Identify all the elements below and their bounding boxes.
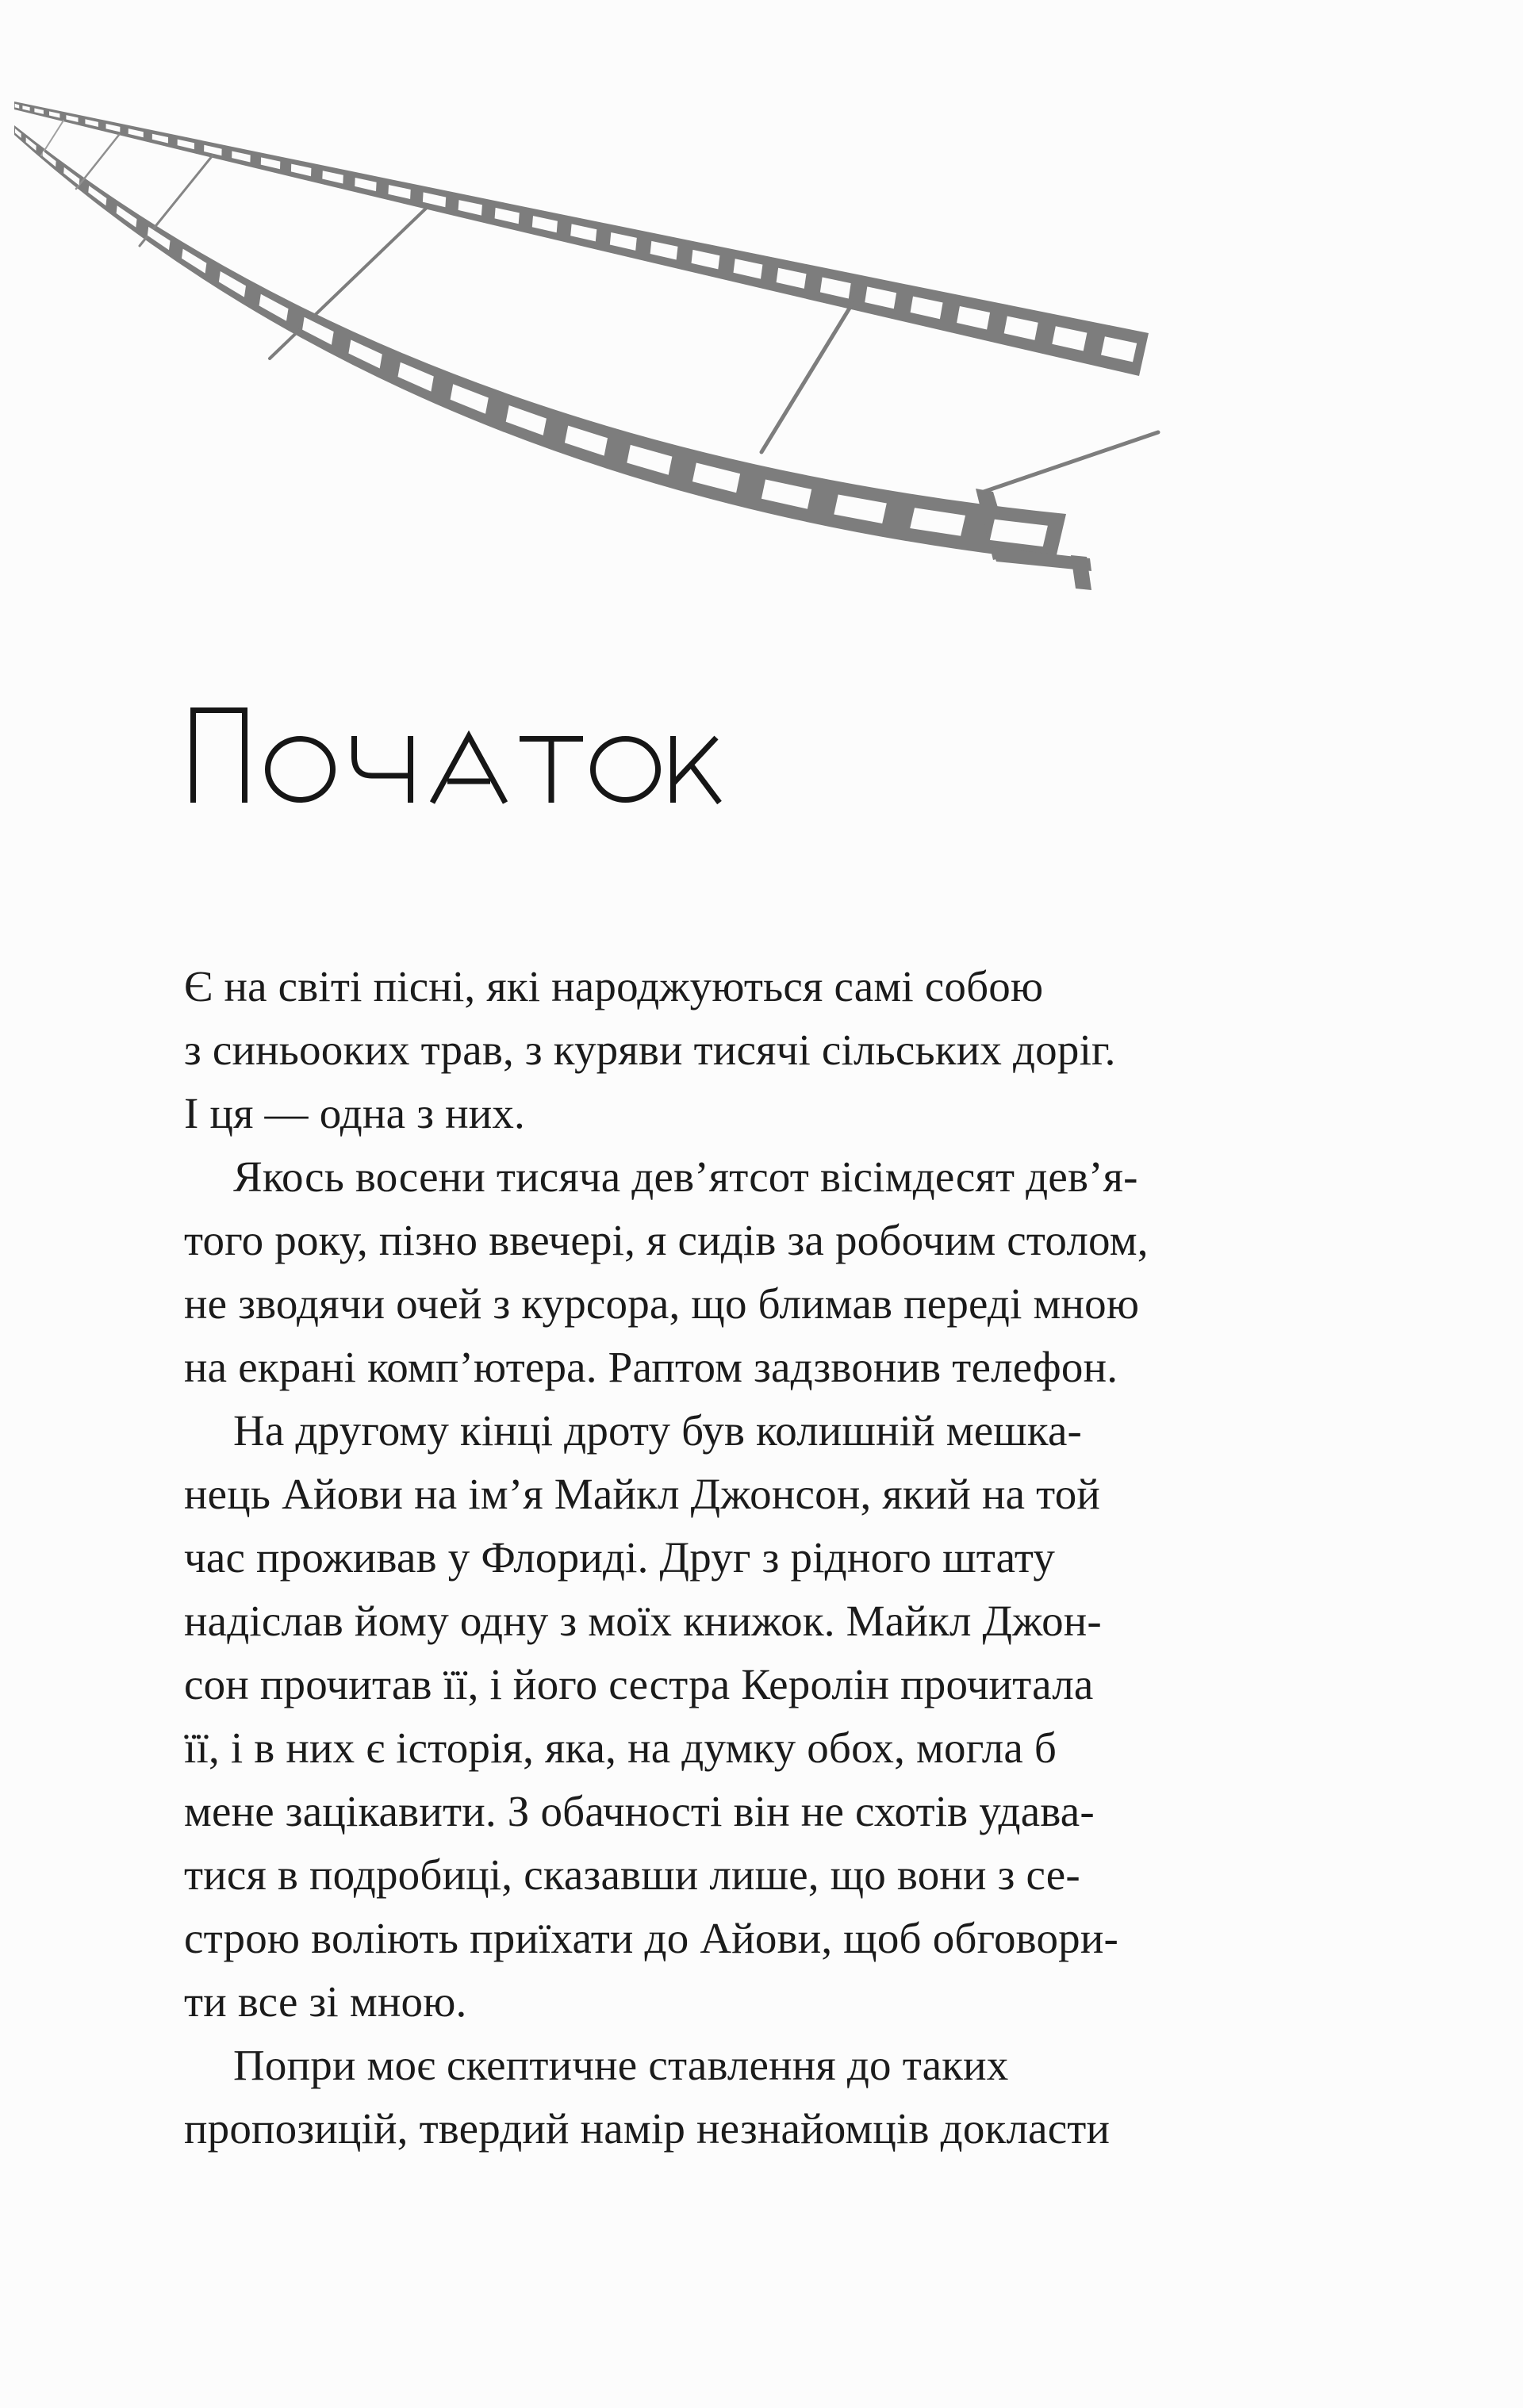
text-line: І ця — одна з них. (184, 1089, 525, 1137)
body-text (184, 955, 1374, 2161)
text-line: не зводячи очей з курсора, що блимав переді мною (184, 1279, 1140, 1328)
text-line: Якось восени тисяча дев’ятсот вісімдесят дев’я- (233, 1152, 1138, 1201)
film-sprocket-holes-bottom (15, 128, 1048, 546)
text-line: того року, пізно ввечері, я сидів за робочим столом, (184, 1216, 1149, 1264)
text-line: мене зацікавити. З обачності він не схотів удава- (184, 1787, 1095, 1835)
text-line: Є на світі пісні, які народжуються самі собою (184, 962, 1044, 1010)
paragraph (184, 955, 1374, 1145)
text-line: надіслав йому одну з моїх книжок. Майкл Джон- (184, 1597, 1102, 1645)
text-line: з синьооких трав, з куряви тисячі сільських доріг. (184, 1026, 1116, 1074)
paragraph (184, 1399, 1374, 2034)
chapter-title-art (187, 707, 742, 807)
text-line: строю воліють приїхати до Айови, щоб обговори- (184, 1914, 1119, 1962)
text-line: На другому кінці дроту був колишній мешка- (233, 1406, 1083, 1455)
text-line: Попри моє скептичне ставлення до таких (233, 2041, 1009, 2089)
text-line: її, і в них є історія, яка, на думку обох, могла б (184, 1724, 1057, 1772)
paragraph (184, 1145, 1374, 1399)
text-line: пропозицій, твердий намір незнайомців докласти (184, 2104, 1111, 2153)
film-sprocket-holes-top (15, 104, 1137, 362)
film-bottom-band (14, 125, 1066, 562)
film-strip-icon (0, 0, 1523, 619)
text-line: сон прочитав її, і його сестра Керолін прочитала (184, 1660, 1094, 1708)
text-line: тися в подробиці, сказавши лише, що вони з се- (184, 1850, 1080, 1899)
text-line: ти все зі мною. (184, 1977, 467, 2026)
text-line: на екрані комп’ютера. Раптом задзвонив телефон. (184, 1343, 1118, 1391)
paragraph (184, 2034, 1374, 2161)
text-line: час проживав у Флориді. Друг з рідного штату (184, 1533, 1056, 1582)
text-line: нець Айови на ім’я Майкл Джонсон, який на той (184, 1470, 1101, 1518)
